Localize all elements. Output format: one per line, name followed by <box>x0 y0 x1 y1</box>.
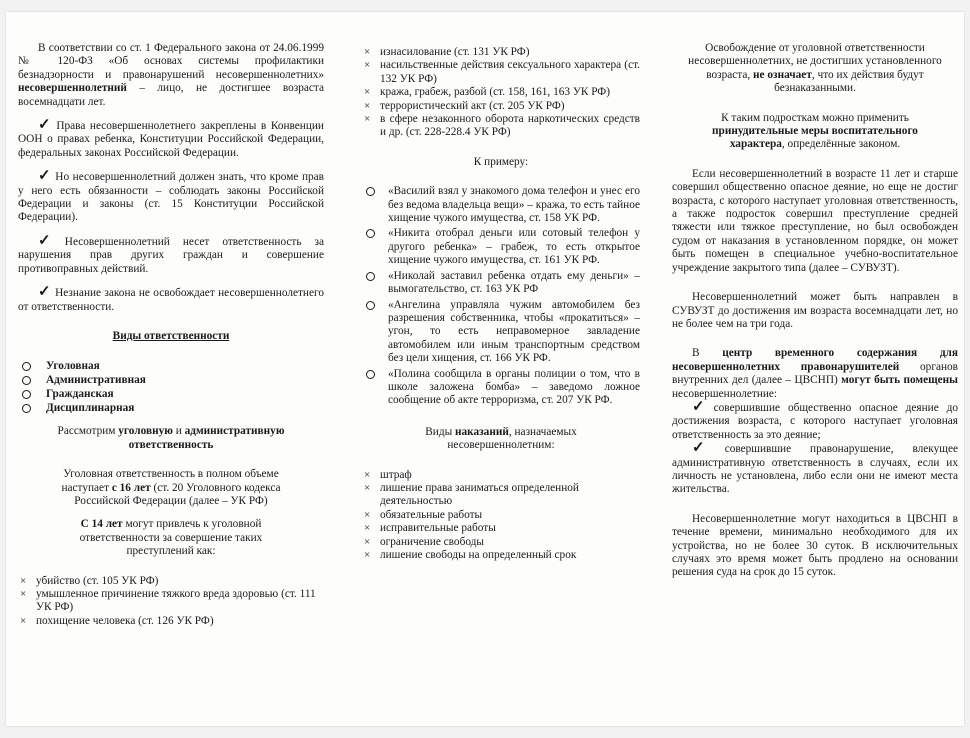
duties-paragraph: ✓ Но несовершеннолетний должен знать, что кроме прав у него есть обязанности – соблюдать законы Российской Федерации и законы (ст. 15 Конституции Российской Федерации). <box>18 168 324 224</box>
list-item: × кража, грабеж, разбой (ст. 158, 161, 163 УК РФ) <box>364 86 610 99</box>
list-item: × исправительные работы <box>364 522 496 535</box>
list-item: «Ангелина управляла чужим автомобилем без разрешения собственника, чтобы «прокатиться» – угон, то есть неправомерное завладение автомобилем или иным транспортным средством без цели хищения, ст. 166 УК РФ. <box>362 299 640 366</box>
leaflet-page <box>6 12 964 726</box>
suvuzt-term-paragraph: Несовершеннолетний может быть направлен в СУВУЗТ до достижения им возраста восемнадцати лет, но не более чем на три года. <box>672 291 958 330</box>
release-paragraph: Освобождение от уголовной ответственности несовершеннолетних, не достигших установленного возраста, не означает, что их действия будут безнаказанными. <box>688 42 942 95</box>
list-item: «Никита отобрал деньги или сотовый телефон у другого ребенка» – грабеж, то есть открытое хищение чужого имущества, ст. 161 УК РФ. <box>362 227 640 267</box>
center-condition-2: ✓ совершившие правонарушение, влекущее административную ответственность в случаях, если их личность не установлена, либо если они не имеют места жительства. <box>672 440 958 496</box>
cross-icon: × <box>364 86 371 99</box>
list-item: × обязательные работы <box>364 508 483 521</box>
check-icon: ✓ <box>692 440 721 457</box>
list-item: × в сфере незаконного оборота наркотических средств и др. (ст. 228-228.4 УК РФ) <box>364 113 640 139</box>
list-item: × умышленное причинение тяжкого вреда здоровью (ст. 111 УК РФ) <box>20 587 316 614</box>
center-paragraph: В центр временного содержания для несовершеннолетних правонарушителей органов внутренних дел (далее – ЦВСНП) могут быть помещены несовершеннолетние: <box>672 347 958 400</box>
punishments-heading: Виды наказаний, назначаемых несовершеннолетним: <box>425 425 577 452</box>
punishments-list <box>362 469 640 563</box>
intro-paragraph: В соответствии со ст. 1 Федерального закона от 24.06.1999 № 120-ФЗ «Об основах системы профилактики безнадзорности и правонарушений несовершеннолетних» несовершеннолетний – лицо, не достигшее возраста восемнадцати лет. <box>18 42 325 108</box>
cross-icon: × <box>364 59 371 72</box>
criminal-age-paragraph: Уголовная ответственность в полном объеме наступает с 16 лет (ст. 20 Уголовного кодекса Российской Федерации (далее – УК РФ) <box>61 468 281 507</box>
circle-bullet-icon <box>366 272 375 281</box>
cross-icon: × <box>20 614 27 627</box>
cross-icon: × <box>20 587 27 600</box>
cross-icon: × <box>364 508 371 521</box>
responsibility-types-list <box>18 359 324 415</box>
check-icon: ✓ <box>38 117 53 134</box>
check-icon: ✓ <box>38 232 61 249</box>
list-item: × штраф <box>364 468 412 481</box>
ignorance-paragraph: ✓ Незнание закона не освобождает несовершеннолетнего от ответственности. <box>18 284 324 313</box>
cross-icon: × <box>20 574 27 587</box>
list-item: × террористический акт (ст. 205 УК РФ) <box>364 99 565 112</box>
cross-icon: × <box>364 99 371 112</box>
examples-list <box>362 185 640 408</box>
crimes-list-part1 <box>18 575 324 629</box>
check-icon: ✓ <box>692 398 710 415</box>
list-item: × ограничение свободы <box>364 535 484 548</box>
column-right <box>672 42 958 580</box>
list-item: × насильственные действия сексуального характера (ст. 132 УК РФ) <box>364 59 640 85</box>
stay-paragraph: Несовершеннолетние могут находиться в ЦВСНП в течение времени, минимально необходимого для их устройства, но не более 30 суток. В исключительных случаях это время может быть продлено на основании решения суда на срок до 15 суток. <box>672 512 958 579</box>
cross-icon: × <box>364 535 371 548</box>
column-left <box>18 42 324 628</box>
list-item: Дисциплинарная <box>18 401 324 415</box>
rights-paragraph: ✓ Права несовершеннолетнего закреплены в Конвенции ООН о правах ребенка, Конституции Российской Федерации, федеральных законах Российской Федерации. <box>18 117 324 159</box>
list-item: × похищение человека (ст. 126 УК РФ) <box>20 614 214 627</box>
list-item: Гражданская <box>18 387 324 401</box>
cross-icon: × <box>364 468 371 481</box>
cross-icon: × <box>364 522 371 535</box>
list-item: Административная <box>18 373 324 387</box>
list-item: × лишение свободы на определенный срок <box>364 549 577 561</box>
list-item: «Николай заставил ребенка отдать ему деньги» – вымогательство, ст. 163 УК РФ <box>362 270 640 297</box>
circle-bullet-icon <box>366 370 375 379</box>
from-14-paragraph: С 14 лет могут привлечь к уголовной ответственности за совершение таких преступлений как: <box>79 518 263 558</box>
circle-bullet-icon <box>366 301 375 310</box>
list-item: × лишение права заниматься определенной деятельностью <box>364 481 579 508</box>
responsibility-paragraph: ✓ Несовершеннолетний несет ответственность за нарушения прав других граждан и совершение противоправных действий. <box>18 232 324 275</box>
circle-bullet-icon <box>366 187 375 196</box>
center-condition-1: ✓ совершившие общественно опасное деяние до достижения возраста, с которого наступает уголовная ответственность за это деяние; <box>672 398 958 441</box>
check-icon: ✓ <box>38 168 52 185</box>
cross-icon: × <box>364 481 371 494</box>
check-icon: ✓ <box>38 284 52 301</box>
types-heading: Виды ответственности <box>112 329 230 342</box>
consider-paragraph: Рассмотрим уголовную и административную ответственность <box>57 425 285 451</box>
cross-icon: × <box>364 549 371 561</box>
crimes-list-part2 <box>362 46 640 140</box>
list-item: × убийство (ст. 105 УК РФ) <box>20 574 159 587</box>
suvuzt-paragraph: Если несовершеннолетний в возрасте 11 лет и старше совершил общественно опасное деяние, но еще не достиг возраста, с которого наступает уголовная ответственность, а также подросток совершил преступление средней тяжести или тяжкое преступление, но был освобожден судом от наказания в установленном порядке, он может быть помещен в специальное учебно-воспитательное учреждение закрытого типа (далее – СУВУЗТ). <box>672 167 958 274</box>
list-item: «Полина сообщила в органы полиции о том, что в школе заложена бомба» – заведомо ложное сообщение об акте терроризма, ст. 207 УК РФ. <box>362 368 640 408</box>
list-item: × изнасилование (ст. 131 УК РФ) <box>364 46 530 58</box>
column-middle <box>362 46 640 562</box>
circle-bullet-icon <box>366 229 375 238</box>
cross-icon: × <box>364 113 371 126</box>
cross-icon: × <box>364 46 371 58</box>
coercive-paragraph: К таким подросткам можно применить принудительные меры воспитательного характера, определённые законом. <box>712 111 918 151</box>
list-item: Уголовная <box>18 359 324 373</box>
examples-heading: К примеру: <box>473 155 529 168</box>
list-item: «Василий взял у знакомого дома телефон и унес его без ведома владельца вещи» – кража, то есть тайное хищение чужого имущества, ст. 158 УК РФ. <box>362 185 640 225</box>
